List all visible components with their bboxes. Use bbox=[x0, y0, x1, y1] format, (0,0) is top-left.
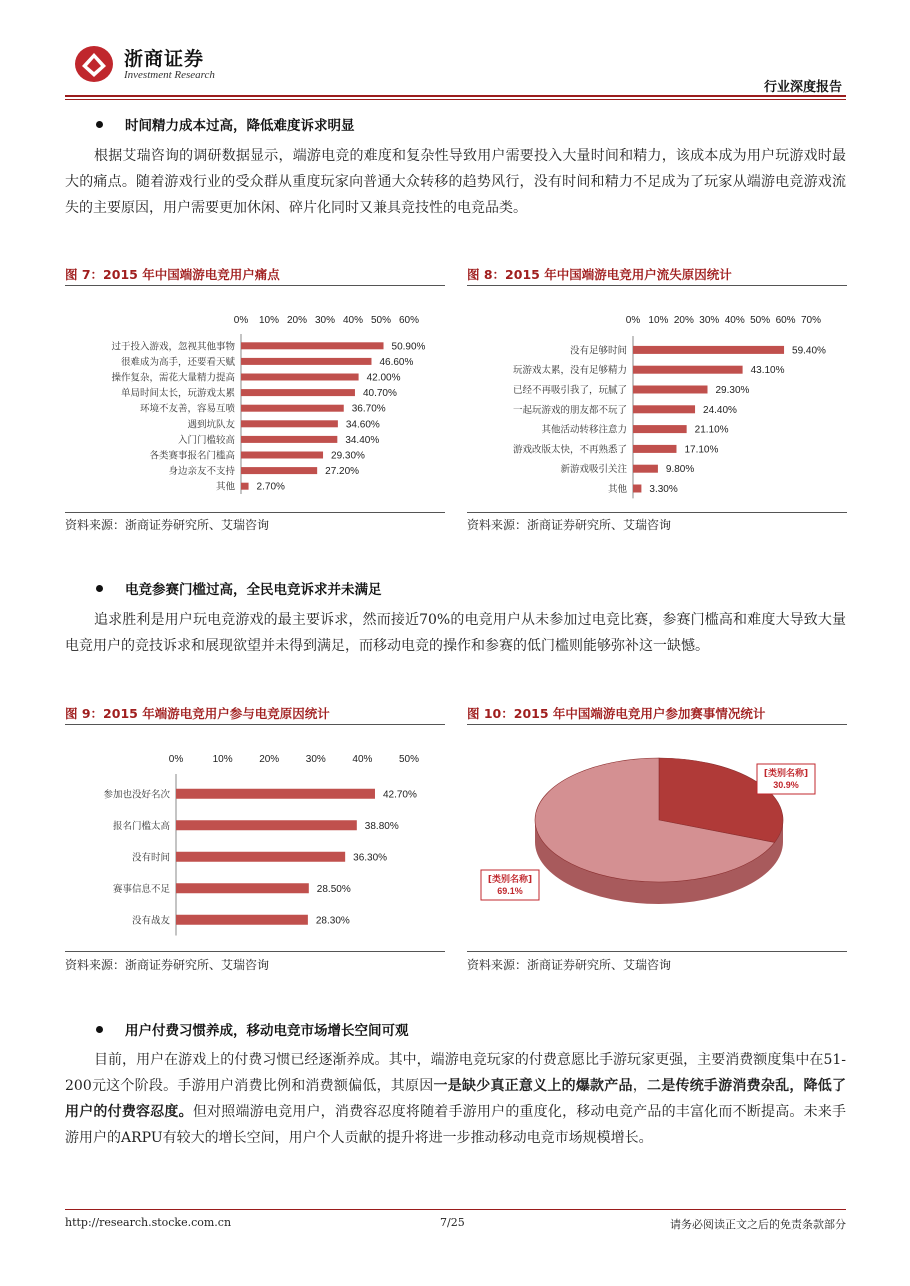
header-divider bbox=[65, 95, 846, 97]
chart-8-value-label: 24.40% bbox=[703, 404, 737, 416]
chart-7-bar bbox=[241, 467, 317, 474]
chart-7-category-label: 很难成为高手，还要看天赋 bbox=[120, 356, 235, 368]
chart-8-value-label: 17.10% bbox=[684, 444, 719, 456]
chart-8-bar bbox=[633, 405, 695, 413]
chart-9-bar bbox=[176, 852, 345, 862]
chart-8-bar bbox=[633, 465, 658, 473]
figure-10-bottom-rule bbox=[467, 951, 847, 952]
chart-8-value-label: 29.30% bbox=[715, 385, 750, 396]
chart-8-tick-label: 10% bbox=[648, 315, 669, 326]
chart-8-tick-label: 0% bbox=[625, 315, 641, 326]
figure-10-source: 资料来源：浙商证券研究所、艾瑞咨询 bbox=[467, 958, 672, 972]
pie-category-label: [类别名称] bbox=[487, 875, 533, 885]
chart-8-tick-label: 50% bbox=[750, 315, 771, 326]
chart-9-value-label: 36.30% bbox=[353, 852, 388, 864]
company-logo bbox=[72, 44, 116, 84]
chart-7-value-label: 50.90% bbox=[391, 341, 426, 353]
chart-9-tick-label: 0% bbox=[168, 754, 184, 765]
chart-7-value-label: 34.60% bbox=[345, 419, 380, 431]
footer-divider bbox=[65, 1209, 846, 1210]
chart-8-tick-label: 40% bbox=[724, 315, 745, 326]
chart-8-category-label: 新游戏吸引关注 bbox=[560, 464, 627, 476]
chart-7-bar bbox=[241, 358, 371, 365]
emphasis-text-1: 一是缺少真正意义上的爆款产品 bbox=[433, 1078, 633, 1094]
chart-7-category-label: 遇到坑队友 bbox=[187, 419, 235, 431]
chart-7-tick-label: 0% bbox=[233, 315, 249, 326]
chart-7-bar bbox=[241, 389, 355, 396]
chart-9-value-label: 38.80% bbox=[364, 820, 399, 832]
figure-9-bottom-rule bbox=[65, 951, 445, 952]
chart-7-tick-label: 10% bbox=[258, 315, 280, 326]
emphasis-text-2: 二是传统手游消费杂乱，降低了用户的付费容忍度。 bbox=[65, 1078, 847, 1120]
figure-9-top-rule bbox=[65, 724, 445, 725]
chart-7-tick-label: 40% bbox=[342, 315, 364, 326]
chart-9-tick-label: 20% bbox=[259, 754, 280, 765]
chart-9-bar bbox=[176, 789, 375, 799]
chart-8-bar bbox=[633, 366, 743, 374]
report-type: 行业深度报告 bbox=[763, 80, 842, 95]
chart-7-category-label: 操作复杂，需花大量精力提高 bbox=[111, 372, 235, 384]
figure-8-top-rule bbox=[467, 285, 847, 286]
chart-7-category-label: 入门门槛较高 bbox=[177, 434, 235, 446]
chart-9-bar bbox=[176, 915, 308, 925]
figure-8-bottom-rule bbox=[467, 512, 847, 513]
chart-9-tick-label: 50% bbox=[398, 754, 420, 765]
header-divider-thin bbox=[65, 99, 846, 100]
chart-9-tick-label: 40% bbox=[352, 754, 373, 765]
chart-7-category-label: 环境不友善，容易互喷 bbox=[139, 403, 235, 415]
chart-8-tick-label: 30% bbox=[699, 315, 720, 326]
chart-7-tick-label: 20% bbox=[286, 315, 308, 326]
chart-7-category-label: 各类赛事报名门槛高 bbox=[149, 450, 235, 462]
figure-7-source: 资料来源：浙商证券研究所、艾瑞咨询 bbox=[65, 518, 270, 532]
figure-10-top-rule bbox=[467, 724, 847, 725]
bullet-icon bbox=[96, 585, 103, 592]
chart-7-value-label: 27.20% bbox=[325, 466, 360, 478]
company-name-cn: 浙商证券 bbox=[124, 48, 205, 70]
chart-7-bar bbox=[241, 405, 344, 412]
chart-7-value-label: 2.70% bbox=[256, 481, 285, 493]
chart-8-bar bbox=[633, 485, 641, 493]
section-heading-2: 电竞参赛门槛过高，全民电竞诉求并未满足 bbox=[96, 578, 382, 598]
chart-7-bar bbox=[241, 483, 249, 490]
chart-8-bar bbox=[633, 386, 708, 394]
figure-7-top-rule bbox=[65, 285, 445, 286]
chart-7-category-label: 过于投入游戏，忽视其他事物 bbox=[111, 341, 235, 353]
chart-7-bar bbox=[241, 436, 337, 443]
chart-9-category-label: 没有战友 bbox=[131, 915, 170, 927]
chart-9-category-label: 参加也没好名次 bbox=[103, 789, 170, 801]
chart-8-value-label: 43.10% bbox=[750, 365, 785, 377]
figure-7-bottom-rule bbox=[65, 512, 445, 513]
chart-7-value-label: 34.40% bbox=[345, 434, 380, 446]
chart-7-bar bbox=[241, 452, 323, 459]
chart-9-category-label: 报名门槛太高 bbox=[112, 820, 170, 832]
bullet-icon bbox=[96, 1026, 103, 1033]
chart-9-value-label: 28.50% bbox=[316, 883, 351, 895]
chart-8-category-label: 其他活动转移注意力 bbox=[541, 424, 627, 436]
figure-9-title: 图 9：2015 年端游电竞用户参与电竞原因统计 bbox=[65, 706, 330, 721]
chart-8-category-label: 一起玩游戏的朋友都不玩了 bbox=[512, 404, 627, 416]
chart-8-category-label: 已经不再吸引我了，玩腻了 bbox=[512, 385, 627, 396]
bullet-icon bbox=[96, 121, 103, 128]
chart-8-category-label: 玩游戏太累，没有足够精力 bbox=[512, 365, 627, 377]
section-heading-3: 用户付费习惯养成，移动电竞市场增长空间可观 bbox=[96, 1019, 409, 1039]
chart-7-category-label: 单局时间太长，玩游戏太累 bbox=[120, 388, 235, 400]
paragraph-separator: ， bbox=[632, 1078, 647, 1094]
chart-7-category-label: 身边亲友不支持 bbox=[168, 466, 235, 478]
figure-8-source: 资料来源：浙商证券研究所、艾瑞咨询 bbox=[467, 518, 672, 532]
chart-9-tick-label: 10% bbox=[212, 754, 233, 765]
chart-7-value-label: 40.70% bbox=[362, 388, 397, 400]
chart-8-value-label: 59.40% bbox=[792, 345, 826, 357]
chart-9-value-label: 28.30% bbox=[315, 915, 350, 927]
chart-8-tick-label: 20% bbox=[673, 315, 694, 326]
chart-7-bar bbox=[241, 420, 338, 427]
chart-8-tick-label: 60% bbox=[775, 315, 796, 326]
chart-9-bar bbox=[176, 883, 309, 893]
chart-7-value-label: 46.60% bbox=[379, 356, 414, 368]
chart-7-value-label: 29.30% bbox=[331, 450, 365, 462]
chart-9-category-label: 赛事信息不足 bbox=[112, 883, 170, 895]
figure-7-title: 图 7：2015 年中国端游电竞用户痛点 bbox=[65, 267, 280, 282]
chart-8-value-label: 3.30% bbox=[649, 484, 678, 495]
page-number: 7/25 bbox=[440, 1216, 465, 1229]
pie-value-label: 30.9% bbox=[773, 780, 799, 790]
section-paragraph-2: 追求胜利是用户玩电竞游戏的最主要诉求，然而接近70%的电竞用户从未参加过电竞比赛，参赛门槛高和难度大导致大量电竞用户的竞技诉求和展现欲望并未得到满足，而移动电竞的操作和参赛的低门槛则能够弥补这一缺憾。 bbox=[65, 612, 846, 654]
chart-9-bar bbox=[176, 820, 357, 830]
company-name-en: Investment Research bbox=[124, 69, 215, 81]
section-paragraph-1: 根据艾瑞咨询的调研数据显示，端游电竞的难度和复杂性导致用户需要投入大量时间和精力，该成本成为用户玩游戏时最大的痛点。随着游戏行业的受众群从重度玩家向普通大众转移的趋势风行，没有时间和精力不足成为了玩家从端游电竞游戏流失的主要原因，用户需要更加休闲、碎片化同时又兼具竞技性的电竞品类。 bbox=[65, 148, 846, 216]
chart-7-value-label: 42.00% bbox=[366, 372, 401, 384]
pie-value-label: 69.1% bbox=[497, 886, 523, 896]
chart-9-tick-label: 30% bbox=[305, 754, 326, 765]
chart-7-category-label: 其他 bbox=[215, 481, 235, 493]
chart-8-category-label: 游戏改版太快，不再熟悉了 bbox=[512, 444, 627, 456]
figure-9-source: 资料来源：浙商证券研究所、艾瑞咨询 bbox=[65, 958, 270, 972]
figure-10-title: 图 10：2015 年中国端游电竞用户参加赛事情况统计 bbox=[467, 706, 766, 721]
chart-8-bar bbox=[633, 346, 784, 354]
figure-10-chart bbox=[467, 740, 847, 945]
figure-9-chart bbox=[65, 745, 445, 945]
footer-disclaimer: 请务必阅读正文之后的免责条款部分 bbox=[670, 1218, 846, 1231]
chart-7-value-label: 36.70% bbox=[351, 403, 386, 415]
chart-8-category-label: 其他 bbox=[607, 484, 627, 495]
chart-7-bar bbox=[241, 342, 384, 349]
chart-8-tick-label: 70% bbox=[800, 315, 822, 326]
section-heading-1: 时间精力成本过高，降低难度诉求明显 bbox=[96, 114, 355, 134]
chart-9-category-label: 没有时间 bbox=[131, 852, 170, 864]
chart-7-tick-label: 50% bbox=[370, 315, 392, 326]
paragraph-text: 但对照端游电竞用户，消费容忍度将随着手游用户的重度化，移动电竞产品的丰富化而不断提高。未来手游用户的ARPU有较大的增长空间，用户个人贡献的提升将进一步推动移动电竞市场规模增长。 bbox=[65, 1104, 847, 1146]
figure-8-chart bbox=[467, 308, 847, 508]
section-paragraph-3 bbox=[65, 1047, 846, 1151]
footer-url[interactable]: http://research.stocke.com.cn bbox=[65, 1216, 232, 1229]
figure-7-chart bbox=[65, 308, 445, 508]
chart-9-value-label: 42.70% bbox=[382, 789, 417, 801]
chart-7-tick-label: 30% bbox=[314, 315, 336, 326]
chart-8-category-label: 没有足够时间 bbox=[569, 345, 627, 357]
paragraph-text: 目前，用户在游戏上的付费习惯已经逐渐养成。其中，端游电竞玩家的付费意愿比手游玩家更强，主要消费额度集中在51-200元这个阶段。手游用户消费比例和消费额偏低，其原因 bbox=[65, 1052, 846, 1094]
chart-8-bar bbox=[633, 425, 687, 433]
figure-8-title: 图 8：2015 年中国端游电竞用户流失原因统计 bbox=[467, 267, 732, 282]
chart-7-bar bbox=[241, 374, 359, 381]
chart-8-value-label: 21.10% bbox=[694, 424, 729, 436]
chart-8-bar bbox=[633, 445, 676, 453]
chart-7-tick-label: 60% bbox=[398, 315, 420, 326]
pie-category-label: [类别名称] bbox=[763, 769, 809, 779]
chart-8-value-label: 9.80% bbox=[665, 464, 695, 476]
